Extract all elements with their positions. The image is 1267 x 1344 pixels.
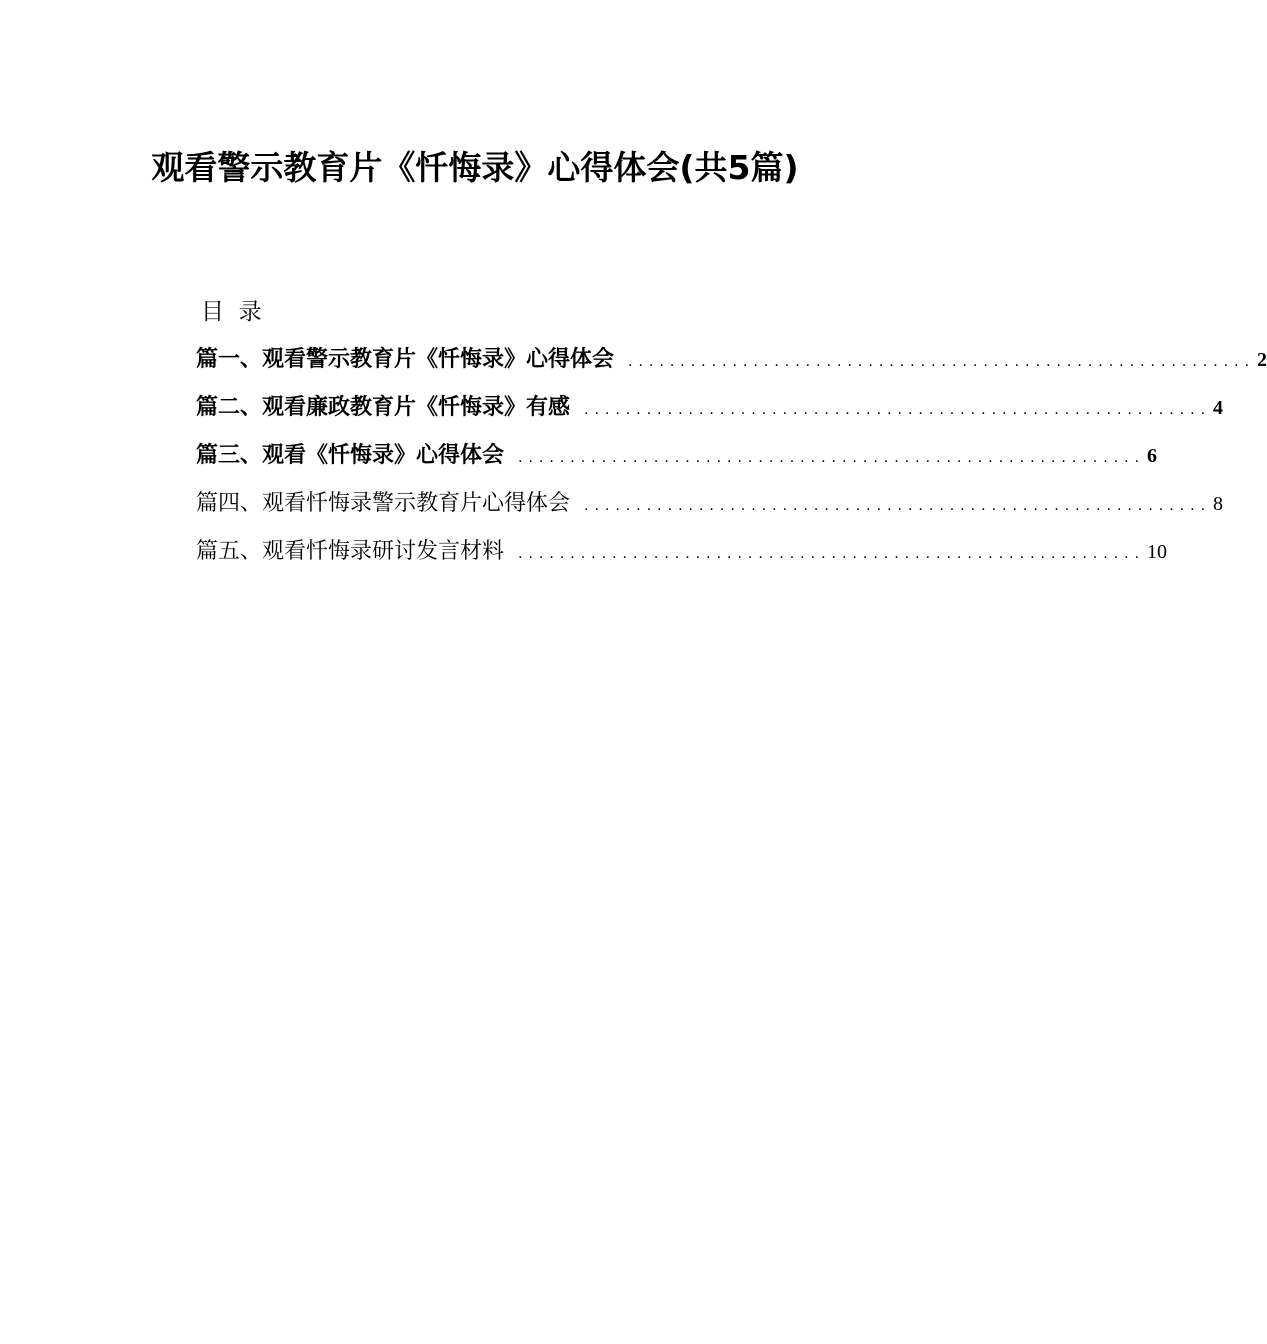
toc-entry-page: 8 [1213, 493, 1224, 515]
toc-leader-dots: ............................................................ [518, 450, 1146, 466]
toc-entry-4[interactable] [196, 484, 1224, 532]
toc-entry-1[interactable] [196, 340, 1267, 388]
toc-entry-3[interactable] [196, 436, 1158, 484]
toc-entry-label: 篇二、观看廉政教育片《忏悔录》有感 [196, 395, 571, 420]
document-title: 观看警示教育片《忏悔录》心得体会(共5篇) [151, 148, 799, 187]
toc-entry-label: 篇五、观看忏悔录研讨发言材料 [196, 539, 505, 564]
toc-leader-dots: ............................................................ [628, 354, 1256, 370]
toc-entry-page: 10 [1147, 541, 1168, 563]
toc-entry-label: 篇一、观看警示教育片《忏悔录》心得体会 [196, 347, 615, 372]
toc-entry-2[interactable] [196, 388, 1224, 436]
toc-entry-page: 2 [1257, 349, 1267, 371]
toc-leader-dots: ............................................................ [584, 498, 1212, 514]
toc-entry-5[interactable] [196, 532, 1168, 580]
toc-leader-dots: ............................................................ [584, 402, 1212, 418]
toc-entry-label: 篇三、观看《忏悔录》心得体会 [196, 443, 505, 468]
toc-entry-label: 篇四、观看忏悔录警示教育片心得体会 [196, 491, 571, 516]
toc-entry-page: 4 [1213, 397, 1224, 419]
toc-leader-dots: ............................................................ [518, 546, 1146, 562]
toc-heading: 目 录 [201, 299, 262, 325]
toc-entry-page: 6 [1147, 445, 1158, 467]
table-of-contents [196, 340, 1267, 580]
